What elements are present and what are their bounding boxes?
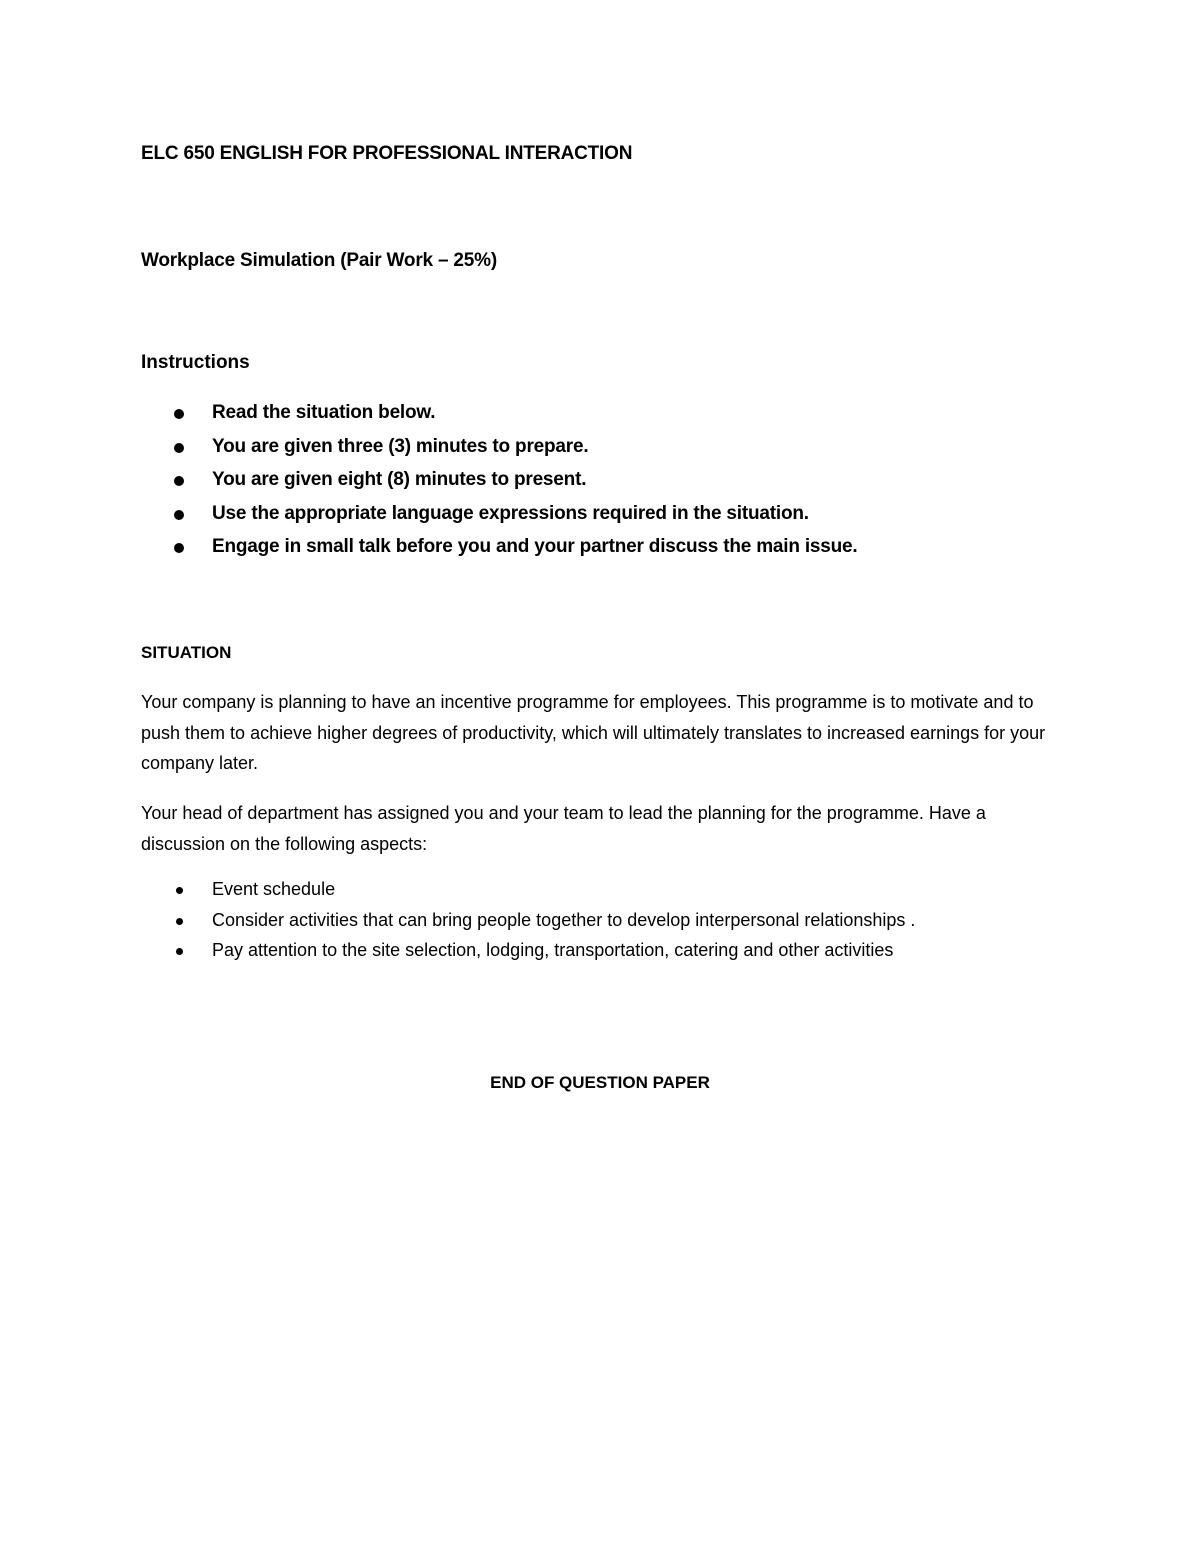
task-title: Workplace Simulation (Pair Work – 25%) [141, 250, 497, 271]
instructions-heading: Instructions [141, 352, 250, 373]
bullet-icon [174, 510, 184, 520]
instruction-text: Use the appropriate language expressions required in the situation. [212, 502, 809, 524]
bullet-icon [176, 887, 183, 894]
instruction-text: Read the situation below. [212, 402, 436, 423]
situation-paragraph-2: Your head of department has assigned you and your team to lead the planning for the programme. Have a discussion on the following aspects: [141, 803, 986, 854]
bullet-icon [174, 409, 184, 419]
bullet-icon [176, 918, 183, 925]
aspect-text: Consider activities that can bring people together to develop interpersonal relationships . [212, 909, 916, 930]
situation-paragraph-1: Your company is planning to have an incentive programme for employees. This programme is to motivate and to push them to achieve higher degrees of productivity, which will ultimately translates to increased earnings for your company later. [141, 692, 1046, 773]
bullet-icon [174, 543, 184, 553]
instruction-text: You are given three (3) minutes to prepare. [212, 435, 589, 457]
bullet-icon [174, 476, 184, 486]
instruction-text: You are given eight (8) minutes to present. [212, 469, 587, 490]
bullet-icon [176, 948, 183, 955]
course-title: ELC 650 ENGLISH FOR PROFESSIONAL INTERACTION [141, 143, 633, 164]
instruction-text: Engage in small talk before you and your partner discuss the main issue. [212, 536, 858, 557]
end-of-paper-text: END OF QUESTION PAPER [490, 1073, 710, 1092]
bullet-icon [174, 443, 184, 453]
aspect-text: Pay attention to the site selection, lodging, transportation, catering and other activities [212, 940, 894, 960]
situation-heading: SITUATION [141, 643, 232, 662]
aspect-text: Event schedule [212, 879, 336, 899]
